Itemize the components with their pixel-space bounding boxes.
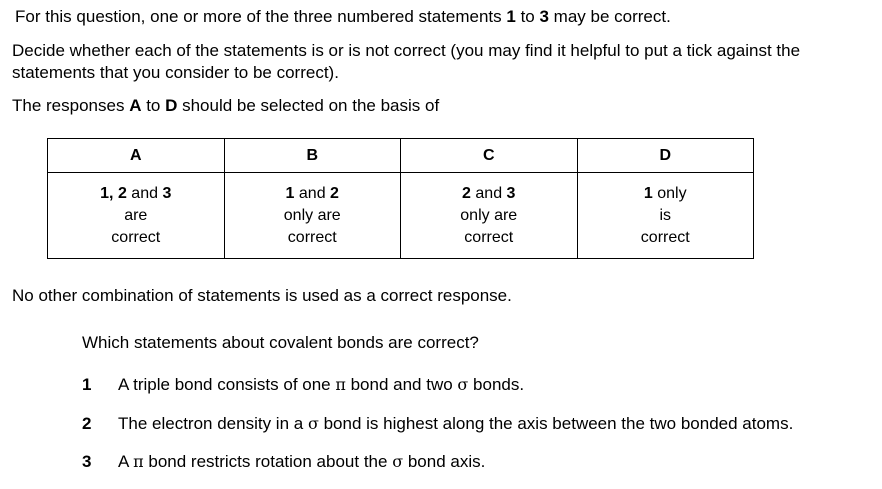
key-cell-c [401,173,578,259]
responses-text [12,95,439,116]
key-cell-c-and: and [470,184,507,202]
key-cell-a-first: 1, 2 [100,184,127,202]
intro-middle: question, one or more of the three numbered statements [71,7,507,26]
intro-prefix: For this [15,7,72,26]
question-text: Which statements about covalent bonds are correct? [82,333,479,352]
statement-1-part: bond and two [345,375,458,394]
key-body-row [48,173,754,259]
responses-prefix: The responses [12,96,130,115]
key-header-c: C [401,139,578,173]
pi-symbol: π [133,452,144,471]
key-cell-a [48,173,225,259]
key-cell-d-line1 [578,183,754,205]
key-cell-d [577,173,754,259]
key-cell-c-line3: correct [464,228,514,246]
statement-2-part: The electron density in a [118,414,308,433]
key-cell-b-line1 [225,183,401,205]
key-cell-c-line2: only are [460,206,518,224]
intro-suffix: may be correct. [548,7,671,26]
key-cell-a-last: 3 [162,184,172,202]
key-cell-a-and: and [126,184,163,202]
key-cell-b-and: and [294,184,331,202]
sigma-symbol: σ [307,414,319,433]
key-cell-c-first: 2 [462,184,471,202]
key-cell-b-line3: correct [287,228,337,246]
intro-three: 3 [539,7,549,26]
key-cell-d-line3: correct [640,228,690,246]
key-cell-d-and: only [652,184,687,202]
responses-to: to [141,96,166,115]
statement-2-number: 2 [82,414,92,433]
response-key-table [47,138,754,259]
key-cell-b [224,173,401,259]
statement-3-text [118,451,485,472]
statement-1-text [118,374,524,395]
key-cell-c-last: 3 [506,184,516,202]
key-header-d: D [577,139,754,173]
key-cell-b-line2: only are [283,206,341,224]
no-other-combination-note: No other combination of statements is used as a correct response. [12,286,512,305]
statement-1-part: A triple bond consists of one [118,375,336,394]
intro-text [15,6,671,27]
key-cell-c-line1 [401,183,577,205]
sigma-symbol: σ [457,375,469,394]
key-cell-b-last: 2 [330,184,339,202]
intro-to: to [515,7,540,26]
intro-one: 1 [506,7,516,26]
key-header-b: B [224,139,401,173]
decide-instructions: Decide whether each of the statements is or is not correct (you may find it helpful to put a tick against the statements that you consider to be correct). [12,41,801,82]
key-header-a: A [48,139,225,173]
statement-1-number: 1 [82,375,92,394]
key-cell-a-line1 [48,183,224,205]
responses-suffix: should be selected on the basis of [177,96,440,115]
statement-3-part: bond axis. [403,452,486,471]
key-cell-d-line2: is [659,206,672,224]
statement-2-part: bond is highest along the axis between the two bonded atoms. [318,414,794,433]
sigma-symbol: σ [392,452,404,471]
statement-1-part: bonds. [468,375,525,394]
pi-symbol: π [335,375,346,394]
key-cell-d-first: 1 [643,184,653,202]
statement-3-part: bond restricts rotation about the [143,452,393,471]
responses-a: A [129,96,142,115]
statement-2-text [118,413,793,434]
key-cell-b-first: 1 [285,184,295,202]
key-cell-a-line3: correct [111,228,161,246]
statement-3-part: A [118,452,134,471]
responses-d: D [165,96,178,115]
key-header-row [48,139,754,173]
statement-3-number: 3 [82,452,92,471]
key-cell-a-line2: are [124,206,148,224]
